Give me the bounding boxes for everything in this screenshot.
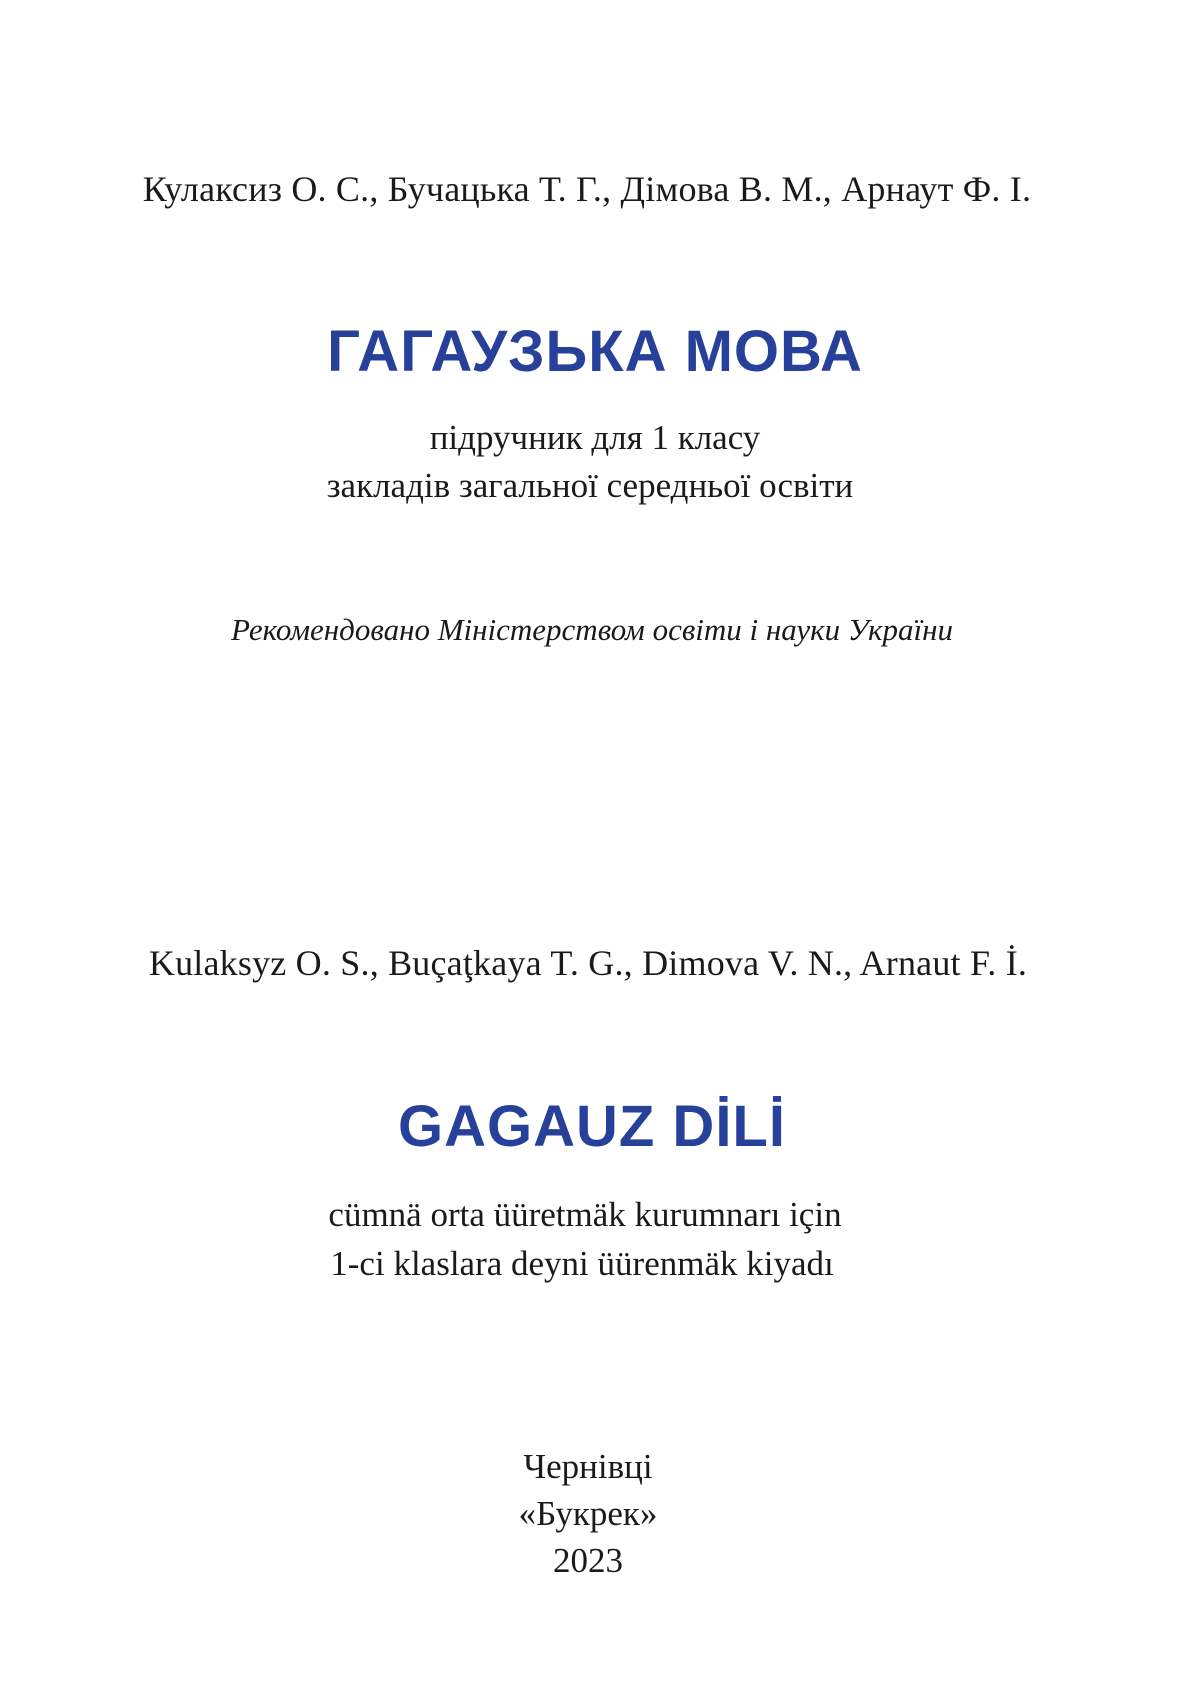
subtitle-gagauz-line-2: 1-ci klaslara deyni üürenmäk kiyadı xyxy=(330,1244,834,1283)
subtitle-ukrainian-line-1: підручник для 1 класу xyxy=(429,418,761,457)
subtitle-gagauz-line-1: cümnä orta üüretmäk kurumnarı için xyxy=(328,1195,842,1234)
authors-gagauz: Kulaksyz O. S., Buçaţkaya T. G., Dimova V. N., Arnaut F. İ. xyxy=(148,943,1028,983)
ministry-recommendation: Рекомендовано Міністерством освіти і науки України xyxy=(231,612,953,647)
book-title-ukrainian: ГАГАУЗЬКА МОВА xyxy=(327,319,863,384)
subtitle-ukrainian-line-2: закладів загальної середньої освіти xyxy=(326,466,854,505)
imprint-publisher: «Букрек» xyxy=(518,1494,658,1533)
authors-ukrainian: Кулаксиз О. С., Бучацька Т. Г., Дімова В. М., Арнаут Ф. І. xyxy=(142,169,1032,209)
book-title-gagauz: GAGAUZ DİLİ xyxy=(398,1094,786,1159)
imprint-city: Чернівці xyxy=(523,1447,653,1486)
imprint-year: 2023 xyxy=(553,1541,623,1580)
